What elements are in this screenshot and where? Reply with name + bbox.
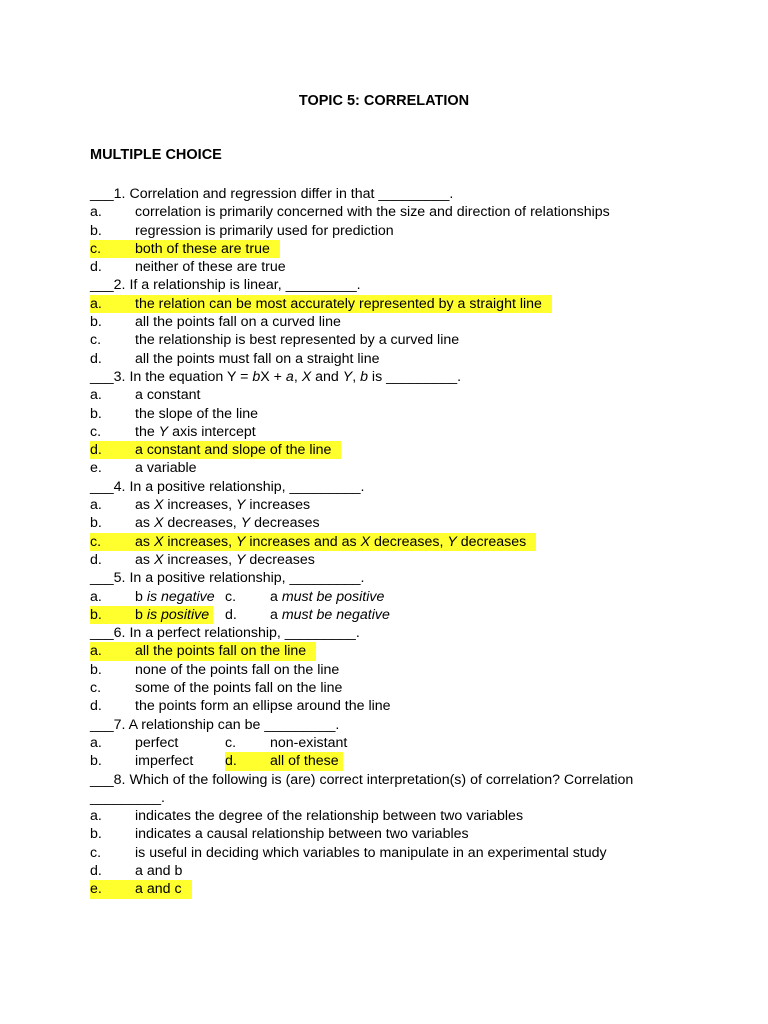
option-row [90,514,690,532]
option-letter: e. [90,881,102,898]
question-stem: ___5. In a positive relationship, _________. [90,570,365,587]
option-row [90,825,690,843]
question-stem: ___3. In the equation Y = bX + a, X and Y, b is _________. [90,368,462,385]
answer-option [90,533,536,551]
answer-option [90,588,215,606]
option-cell [90,588,225,606]
option-text: a must be negative [270,606,390,623]
option-letter: b. [90,661,102,678]
question-stem: ___8. Which of the following is (are) correct interpretation(s) of correlation? Correlation _________. [90,771,634,806]
option-text: imperfect [135,753,194,770]
answer-option [90,387,200,403]
answer-option [90,332,459,348]
answer-option [90,314,341,330]
option-row [90,386,690,404]
option-letter: e. [90,460,102,477]
option-letter: c. [90,680,102,697]
option-cell [225,606,390,624]
option-text: all the points must fall on a straight line [135,350,380,367]
option-row [90,203,690,221]
answer-option [90,515,320,531]
option-text: as X increases, Y increases [135,497,311,514]
option-row [90,588,690,606]
option-text: correlation is primarily concerned with the size and direction of relationships [135,204,610,221]
answer-option [90,406,258,422]
option-letter: a. [90,808,102,825]
variable-name: Y [235,533,246,550]
option-text: the relation can be most accurately represented by a straight line [135,295,542,312]
option-text: as X increases, Y decreases [135,551,315,568]
option-row [90,331,690,349]
option-letter: b. [90,222,102,239]
option-text: some of the points fall on the line [135,680,343,697]
option-letter: c. [90,423,102,440]
option-cell [225,588,384,606]
variable-name: Y [235,497,246,514]
option-row [90,734,690,752]
answer-option [90,880,192,898]
option-letter: d. [90,442,102,459]
option-row [90,423,690,441]
option-row [90,606,690,624]
option-row [90,313,690,331]
variable-name: Y [447,533,457,550]
option-row [90,533,690,551]
option-row [90,551,690,569]
option-row [90,807,690,825]
option-row [90,222,690,240]
option-letter: b. [90,405,102,422]
option-text: all of these [270,753,339,770]
option-row [90,350,690,368]
answer-option [90,441,341,459]
variable-name: b [360,368,368,385]
option-letter: c. [225,588,237,605]
option-letter: d. [225,753,237,770]
option-row [90,752,690,770]
variable-name: X [153,515,164,532]
answer-option [90,204,610,220]
option-letter: d. [225,606,237,623]
variable-name: must be negative [277,606,390,623]
answer-option [90,826,469,842]
answer-option [90,259,286,275]
option-cell [225,734,347,752]
option-text: indicates a causal relationship between two variables [135,826,469,843]
option-letter: d. [90,259,102,276]
option-text: b is positive [135,606,210,623]
option-letter: d. [90,551,102,568]
section-heading: MULTIPLE CHOICE [90,147,222,163]
variable-name: must be positive [277,588,385,605]
option-text: is useful in deciding which variables to manipulate in an experimental study [135,844,607,861]
option-letter: c. [90,240,102,257]
answer-option [90,295,552,313]
variable-name: a [285,368,294,385]
option-text: b is negative [135,588,215,605]
option-text: the points form an ellipse around the line [135,698,391,715]
answer-option [90,606,213,624]
page-title: TOPIC 5: CORRELATION [298,93,470,109]
option-letter: a. [90,643,102,660]
option-row [90,679,690,697]
option-letter: a. [90,497,102,514]
answer-option [90,698,391,714]
answer-option [225,734,347,752]
option-row [90,496,690,514]
variable-name: Y [240,515,251,532]
question-stem: ___2. If a relationship is linear, _________. [90,277,361,294]
option-letter: b. [90,753,102,770]
question-stem: ___4. In a positive relationship, _________. [90,478,365,495]
option-text: non-existant [270,734,348,751]
option-letter: b. [90,515,102,532]
answer-option [90,662,339,678]
option-text: all the points fall on the line [135,643,307,660]
answer-option [90,734,178,752]
option-text: as X decreases, Y decreases [135,515,320,532]
option-letter: c. [225,734,237,751]
option-text: a and b [135,862,183,879]
option-letter: d. [90,350,102,367]
variable-name: X [153,497,164,514]
answer-option [90,680,342,696]
option-row [90,697,690,715]
variable-name: X [153,533,164,550]
option-text: perfect [135,734,179,751]
option-text: regression is primarily used for prediction [135,222,394,239]
option-letter: b. [90,606,102,623]
option-cell [90,752,225,770]
answer-option [90,497,310,513]
variable-name: Y [235,551,246,568]
option-letter: d. [90,698,102,715]
option-letter: a. [90,295,102,312]
option-row [90,642,690,660]
option-row [90,844,690,862]
answer-option [90,460,197,476]
option-text: a constant and slope of the line [135,442,332,459]
option-cell [90,734,225,752]
variable-name: X [360,533,371,550]
option-row [90,880,690,898]
option-text: neither of these are true [135,259,286,276]
question-stem: ___7. A relationship can be _________. [90,716,340,733]
option-row [90,258,690,276]
answer-option [225,752,343,770]
option-cell [225,752,343,770]
answer-option [90,752,193,770]
option-letter: b. [90,826,102,843]
option-letter: a. [90,734,102,751]
answer-option [90,240,280,258]
variable-name: Y [158,423,169,440]
option-row [90,295,690,313]
option-text: a constant [135,387,201,404]
option-cell [90,606,225,624]
question-stem: ___6. In a perfect relationship, _________. [90,625,360,642]
option-letter: b. [90,314,102,331]
option-letter: d. [90,862,102,879]
option-letter: a. [90,387,102,404]
variable-name: is negative [142,588,215,605]
option-text: as X increases, Y increases and as X decreases, Y decreases [135,533,527,550]
option-text: all the points fall on a curved line [135,314,341,331]
option-text: indicates the degree of the relationship between two variables [135,808,524,825]
option-letter: c. [90,844,102,861]
answer-option [90,642,316,660]
answer-option [90,808,523,824]
variable-name: X [301,368,312,385]
option-letter: a. [90,588,102,605]
option-letter: c. [90,533,102,550]
answer-option [90,845,607,861]
variable-name: X [153,551,164,568]
answer-option [225,588,384,606]
answer-option [225,606,390,624]
option-text: the slope of the line [135,405,259,422]
question-stem: ___1. Correlation and regression differ in that _________. [90,186,454,202]
option-text: the Y axis intercept [135,423,256,440]
variable-name: is positive [142,606,210,623]
answer-option [90,552,315,568]
option-row [90,240,690,258]
option-text: a variable [135,460,197,477]
option-letter: a. [90,204,102,221]
option-text: none of the points fall on the line [135,661,340,678]
option-row [90,405,690,423]
variable-name: Y [342,368,353,385]
option-row [90,459,690,477]
option-text: the relationship is best represented by a curved line [135,332,460,349]
option-text: a must be positive [270,588,385,605]
answer-option [90,223,394,239]
variable-name: b [252,368,261,385]
option-row [90,862,690,880]
answer-option [90,863,182,879]
option-text: a and c [135,881,182,898]
answer-option [90,424,256,440]
option-letter: c. [90,332,102,349]
answer-option [90,351,379,367]
option-text: both of these are true [135,240,270,257]
quiz-body [90,185,690,899]
option-row [90,661,690,679]
option-row [90,441,690,459]
